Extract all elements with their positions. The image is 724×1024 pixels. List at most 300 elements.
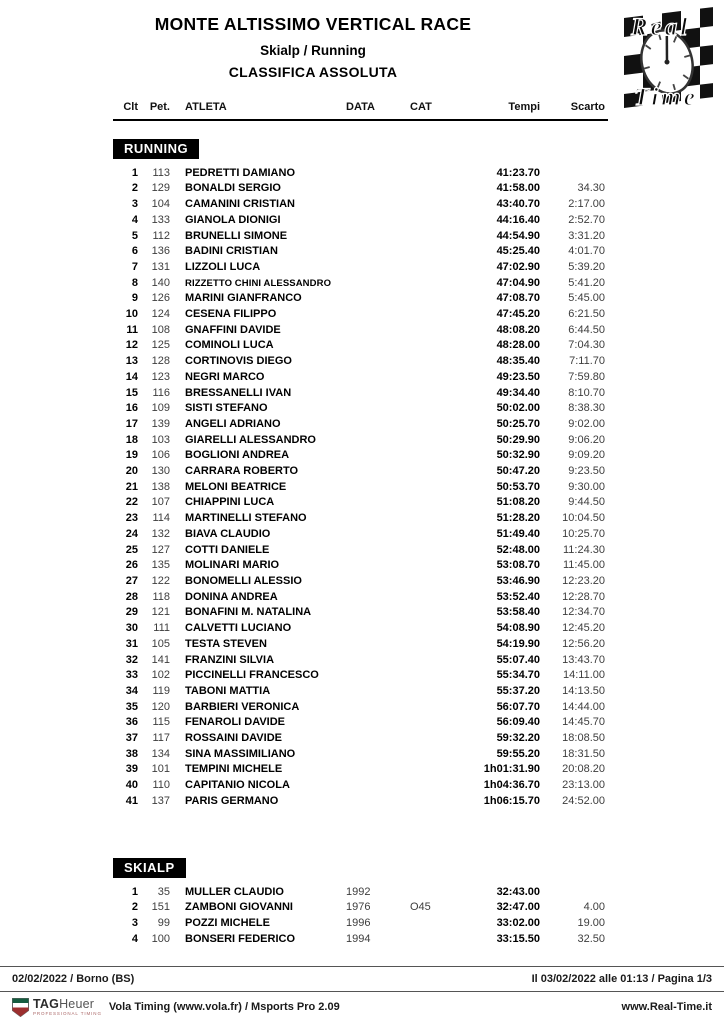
- cell-cat: O45: [410, 901, 431, 914]
- cell-pet: 110: [152, 779, 170, 792]
- cell-cat: [410, 480, 460, 496]
- cell-atleta: DONINA ANDREA: [185, 590, 278, 603]
- cell-clt: 7: [131, 260, 138, 273]
- cell-atleta: GNAFFINI DAVIDE: [185, 323, 281, 336]
- result-row: [113, 731, 608, 747]
- logo-text-time: Time: [634, 84, 698, 110]
- cell-data: [346, 166, 410, 182]
- page-title: MONTE ALTISSIMO VERTICAL RACE: [154, 14, 472, 34]
- cell-data: [346, 653, 410, 669]
- cell-cat: [410, 511, 460, 527]
- cell-pet: 99: [157, 916, 170, 929]
- cell-tempi: 53:52.40: [496, 590, 540, 603]
- cell-pet: 35: [157, 885, 170, 898]
- cell-cat: [410, 370, 460, 386]
- cell-tempi: 50:25.70: [496, 417, 540, 430]
- cell-cat: [410, 637, 460, 653]
- col-header-atleta: ATLETA: [185, 101, 227, 113]
- cell-data: [346, 307, 410, 323]
- cell-data: [346, 684, 410, 700]
- result-row: [113, 794, 608, 810]
- cell-data: [346, 276, 410, 292]
- cell-atleta: COMINOLI LUCA: [185, 339, 274, 352]
- cell-clt: 36: [125, 716, 138, 729]
- cell-clt: 37: [125, 732, 138, 745]
- cell-data: [346, 605, 410, 621]
- cell-clt: 24: [125, 527, 138, 540]
- cell-data: 1976: [346, 901, 371, 914]
- result-row: [113, 323, 608, 339]
- cell-tempi: 48:35.40: [496, 355, 540, 368]
- cell-cat: [410, 590, 460, 606]
- result-row: [113, 229, 608, 245]
- cell-data: [346, 747, 410, 763]
- cell-atleta: MARINI GIANFRANCO: [185, 292, 302, 305]
- col-header-cat: CAT: [410, 101, 432, 113]
- result-row: [113, 637, 608, 653]
- cell-data: [346, 637, 410, 653]
- cell-atleta: CARRARA ROBERTO: [185, 465, 299, 478]
- cell-tempi: 56:07.70: [496, 700, 540, 713]
- cell-data: [346, 543, 410, 559]
- cell-pet: 116: [152, 386, 170, 399]
- result-row: [113, 715, 608, 731]
- cell-cat: [410, 229, 460, 245]
- cell-scarto: 12:34.70: [562, 606, 605, 619]
- cell-clt: 12: [125, 339, 138, 352]
- result-row: [113, 900, 608, 916]
- website-link[interactable]: www.Real-Time.it: [621, 1001, 712, 1013]
- cell-data: [346, 401, 410, 417]
- cell-clt: 16: [125, 402, 138, 415]
- cell-cat: [410, 464, 460, 480]
- cell-clt: 3: [131, 198, 138, 211]
- result-row: [113, 916, 608, 932]
- cell-data: [346, 574, 410, 590]
- cell-data: [346, 700, 410, 716]
- cell-tempi: 50:02.00: [496, 402, 540, 415]
- cell-scarto: 10:25.70: [562, 527, 605, 540]
- cell-cat: [410, 558, 460, 574]
- cell-scarto: 32.50: [577, 932, 605, 945]
- cell-clt: 30: [125, 622, 138, 635]
- cell-atleta: LIZZOLI LUCA: [185, 260, 261, 273]
- cell-tempi: 55:34.70: [496, 669, 540, 682]
- cell-cat: [410, 668, 460, 684]
- cell-clt: 23: [125, 512, 138, 525]
- cell-pet: 124: [151, 308, 170, 321]
- cell-scarto: 9:02.00: [568, 417, 605, 430]
- cell-scarto: 9:30.00: [568, 480, 605, 493]
- cell-cat: [410, 527, 460, 543]
- cell-tempi: 32:43.00: [496, 885, 540, 898]
- cell-scarto: 14:45.70: [562, 716, 605, 729]
- cell-scarto: 7:59.80: [568, 370, 605, 383]
- cell-tempi: 50:47.20: [496, 465, 540, 478]
- result-row: [113, 307, 608, 323]
- result-row: [113, 401, 608, 417]
- col-header-clt: Clt: [123, 101, 138, 113]
- cell-tempi: 44:16.40: [496, 213, 540, 226]
- cell-atleta: BONALDI SERGIO: [185, 182, 281, 195]
- cell-cat: [410, 574, 460, 590]
- cell-data: [346, 370, 410, 386]
- cell-data: [346, 762, 410, 778]
- cell-tempi: 54:08.90: [496, 622, 540, 635]
- cell-cat: [410, 700, 460, 716]
- cell-atleta: POZZI MICHELE: [185, 916, 270, 929]
- tagheuer-tagline: PROFESSIONAL TIMING: [33, 1010, 102, 1016]
- cell-atleta: CAPITANIO NICOLA: [185, 779, 290, 792]
- result-row: [113, 511, 608, 527]
- cell-atleta: FENAROLI DAVIDE: [185, 716, 286, 729]
- cell-clt: 2: [131, 182, 138, 195]
- cell-cat: [410, 916, 460, 932]
- cell-atleta: BRESSANELLI IVAN: [185, 386, 292, 399]
- cell-atleta: MOLINARI MARIO: [185, 559, 280, 572]
- cell-atleta: PEDRETTI DAMIANO: [185, 166, 295, 179]
- cell-cat: [410, 291, 460, 307]
- cell-clt: 4: [131, 213, 138, 226]
- result-row: [113, 480, 608, 496]
- cell-data: [346, 558, 410, 574]
- header-titles: [113, 14, 513, 80]
- cell-scarto: 2:17.00: [568, 198, 605, 211]
- cell-scarto: 11:45.00: [562, 559, 605, 572]
- cell-cat: [410, 213, 460, 229]
- cell-cat: [410, 794, 460, 810]
- race-disciplines: Skialp / Running: [260, 43, 366, 58]
- cell-atleta: TABONI MATTIA: [185, 684, 271, 697]
- result-row: [113, 778, 608, 794]
- cell-tempi: 1h06:15.70: [483, 794, 540, 807]
- cell-cat: [410, 762, 460, 778]
- cell-atleta: ROSSAINI DAVIDE: [185, 732, 282, 745]
- cell-clt: 6: [131, 245, 138, 258]
- result-row: [113, 276, 608, 292]
- result-row: [113, 495, 608, 511]
- cell-atleta: CESENA FILIPPO: [185, 308, 277, 321]
- cell-pet: 108: [151, 323, 170, 336]
- cell-atleta: RIZZETTO CHINI ALESSANDRO: [185, 277, 332, 289]
- cell-clt: 40: [125, 779, 138, 792]
- cell-clt: 1: [131, 885, 138, 898]
- cell-atleta: BRUNELLI SIMONE: [185, 229, 288, 242]
- cell-atleta: SINA MASSIMILIANO: [185, 747, 296, 760]
- cell-scarto: 12:45.20: [562, 622, 605, 635]
- cell-tempi: 59:55.20: [496, 747, 540, 760]
- cell-scarto: 3:31.20: [568, 229, 605, 242]
- cell-scarto: 5:41.20: [568, 276, 605, 289]
- cell-clt: 26: [125, 559, 138, 572]
- cell-pet: 131: [151, 260, 170, 273]
- cell-tempi: 53:46.90: [496, 574, 540, 587]
- cell-data: [346, 338, 410, 354]
- cell-pet: 103: [151, 433, 170, 446]
- timing-software: Vola Timing (www.vola.fr) / Msports Pro 2.09: [108, 1001, 340, 1013]
- cell-tempi: 47:02.90: [496, 260, 540, 273]
- cell-scarto: 14:11.00: [562, 669, 605, 682]
- result-row: [113, 885, 608, 901]
- cell-scarto: 12:28.70: [562, 590, 605, 603]
- cell-pet: 107: [151, 496, 170, 509]
- cell-scarto: 8:10.70: [568, 386, 605, 399]
- cell-tempi: 55:07.40: [496, 653, 540, 666]
- col-header-pet: Pet.: [149, 101, 170, 113]
- cell-pet: 109: [151, 402, 170, 415]
- cell-pet: 129: [151, 182, 170, 195]
- cell-data: [346, 260, 410, 276]
- cell-atleta: FRANZINI SILVIA: [185, 653, 275, 666]
- cell-scarto: 5:45.00: [568, 292, 605, 305]
- cell-cat: [410, 731, 460, 747]
- section-badge: RUNNING: [113, 139, 199, 159]
- cell-tempi: 44:54.90: [496, 229, 540, 242]
- print-timestamp-page: Il 03/02/2022 alle 01:13 / Pagina 1/3: [531, 973, 712, 985]
- cell-cat: [410, 181, 460, 197]
- cell-clt: 33: [125, 669, 138, 682]
- cell-tempi: 50:29.90: [496, 433, 540, 446]
- cell-scarto: 20:08.20: [562, 763, 605, 776]
- cell-pet: 130: [151, 465, 170, 478]
- cell-tempi: 51:08.20: [496, 496, 540, 509]
- result-row: [113, 590, 608, 606]
- cell-clt: 15: [125, 386, 138, 399]
- cell-cat: [410, 605, 460, 621]
- cell-pet: 112: [152, 229, 170, 242]
- cell-scarto: 4.00: [583, 901, 605, 914]
- cell-cat: [410, 197, 460, 213]
- cell-cat: [410, 653, 460, 669]
- cell-tempi: 1h01:31.90: [483, 763, 540, 776]
- cell-pet: 137: [151, 794, 170, 807]
- cell-scarto: [540, 885, 605, 901]
- cell-cat: [410, 715, 460, 731]
- cell-cat: [410, 448, 460, 464]
- section-skialp: [113, 858, 608, 948]
- cell-pet: 119: [152, 684, 170, 697]
- cell-data: [346, 323, 410, 339]
- cell-data: [346, 480, 410, 496]
- cell-scarto: 12:23.20: [562, 574, 605, 587]
- cell-atleta: BADINI CRISTIAN: [185, 245, 278, 258]
- cell-atleta: BARBIERI VERONICA: [185, 700, 300, 713]
- col-header-data: DATA: [346, 101, 375, 113]
- cell-atleta: PARIS GERMANO: [185, 794, 279, 807]
- cell-clt: 41: [125, 794, 138, 807]
- cell-data: 1994: [346, 932, 371, 945]
- cell-pet: 127: [151, 543, 170, 556]
- result-row: [113, 386, 608, 402]
- result-row: [113, 197, 608, 213]
- cell-scarto: 18:08.50: [562, 732, 605, 745]
- cell-scarto: 9:09.20: [568, 449, 605, 462]
- cell-pet: 138: [151, 480, 170, 493]
- cell-pet: 111: [153, 622, 170, 635]
- cell-pet: 136: [151, 245, 170, 258]
- cell-scarto: 6:44.50: [568, 323, 605, 336]
- cell-clt: 2: [131, 901, 138, 914]
- cell-cat: [410, 386, 460, 402]
- cell-clt: 34: [125, 684, 138, 697]
- cell-pet: 115: [152, 716, 170, 729]
- cell-cat: [410, 276, 460, 292]
- cell-tempi: 53:08.70: [496, 559, 540, 572]
- realtime-logo: [621, 6, 716, 110]
- cell-data: [346, 511, 410, 527]
- result-row: [113, 527, 608, 543]
- cell-data: [346, 386, 410, 402]
- cell-clt: 17: [125, 417, 138, 430]
- cell-pet: 140: [151, 276, 170, 289]
- cell-clt: 3: [131, 916, 138, 929]
- cell-clt: 31: [125, 637, 138, 650]
- cell-pet: 132: [151, 527, 170, 540]
- result-row: [113, 181, 608, 197]
- cell-atleta: BOGLIONI ANDREA: [185, 449, 290, 462]
- cell-pet: 123: [151, 370, 170, 383]
- cell-pet: 106: [151, 449, 170, 462]
- result-row: [113, 166, 608, 182]
- result-row: [113, 213, 608, 229]
- cell-data: [346, 433, 410, 449]
- cell-atleta: NEGRI MARCO: [185, 370, 265, 383]
- cell-tempi: 55:37.20: [496, 684, 540, 697]
- result-row: [113, 260, 608, 276]
- cell-pet: 114: [152, 512, 170, 525]
- cell-scarto: 13:43.70: [562, 653, 605, 666]
- cell-atleta: CORTINOVIS DIEGO: [185, 355, 292, 368]
- result-row: [113, 621, 608, 637]
- cell-data: [346, 229, 410, 245]
- cell-atleta: BONSERI FEDERICO: [185, 932, 296, 945]
- cell-pet: 104: [151, 198, 170, 211]
- cell-atleta: TEMPINI MICHELE: [185, 763, 283, 776]
- tagheuer-logo: [12, 998, 102, 1017]
- cell-scarto: [540, 166, 605, 182]
- cell-scarto: 10:04.50: [562, 512, 605, 525]
- cell-pet: 133: [151, 213, 170, 226]
- cell-data: [346, 417, 410, 433]
- cell-pet: 151: [151, 901, 170, 914]
- cell-clt: 38: [125, 747, 138, 760]
- cell-tempi: 48:08.20: [496, 323, 540, 336]
- cell-data: [346, 527, 410, 543]
- cell-data: [346, 794, 410, 810]
- cell-pet: 102: [151, 669, 170, 682]
- classification-title: CLASSIFICA ASSOLUTA: [228, 64, 398, 80]
- cell-scarto: 12:56.20: [562, 637, 605, 650]
- cell-atleta: MULLER CLAUDIO: [185, 885, 284, 898]
- result-row: [113, 433, 608, 449]
- cell-data: 1992: [346, 885, 371, 898]
- cell-pet: 125: [151, 339, 170, 352]
- result-row: [113, 244, 608, 260]
- cell-cat: [410, 932, 460, 948]
- cell-tempi: 1h04:36.70: [483, 779, 540, 792]
- cell-pet: 128: [151, 355, 170, 368]
- cell-atleta: CHIAPPINI LUCA: [185, 496, 275, 509]
- cell-atleta: GIANOLA DIONIGI: [185, 213, 281, 226]
- cell-tempi: 50:32.90: [496, 449, 540, 462]
- cell-scarto: 19.00: [577, 916, 605, 929]
- cell-cat: [410, 417, 460, 433]
- cell-clt: 27: [125, 574, 138, 587]
- cell-tempi: 56:09.40: [496, 716, 540, 729]
- cell-cat: [410, 885, 460, 901]
- cell-tempi: 43:40.70: [496, 198, 540, 211]
- cell-data: [346, 778, 410, 794]
- cell-cat: [410, 684, 460, 700]
- cell-data: [346, 354, 410, 370]
- cell-cat: [410, 778, 460, 794]
- cell-tempi: 47:45.20: [496, 308, 540, 321]
- cell-tempi: 41:23.70: [496, 166, 540, 179]
- result-row: [113, 338, 608, 354]
- cell-clt: 20: [125, 465, 138, 478]
- result-row: [113, 700, 608, 716]
- cell-scarto: 7:11.70: [569, 355, 605, 368]
- cell-clt: 4: [131, 932, 138, 945]
- cell-scarto: 14:13.50: [562, 684, 605, 697]
- cell-pet: 134: [151, 747, 170, 760]
- cell-atleta: BONAFINI M. NATALINA: [185, 606, 312, 619]
- cell-clt: 19: [125, 449, 138, 462]
- cell-data: [346, 181, 410, 197]
- cell-data: [346, 244, 410, 260]
- cell-tempi: 47:08.70: [496, 292, 540, 305]
- result-row: [113, 574, 608, 590]
- cell-atleta: PICCINELLI FRANCESCO: [185, 669, 319, 682]
- cell-pet: 122: [151, 574, 170, 587]
- cell-tempi: 53:58.40: [496, 606, 540, 619]
- cell-clt: 32: [125, 653, 138, 666]
- cell-data: [346, 291, 410, 307]
- cell-tempi: 51:28.20: [496, 512, 540, 525]
- cell-cat: [410, 260, 460, 276]
- cell-pet: 105: [151, 637, 170, 650]
- cell-scarto: 2:52.70: [568, 213, 605, 226]
- cell-tempi: 52:48.00: [496, 543, 540, 556]
- cell-cat: [410, 307, 460, 323]
- result-row: [113, 668, 608, 684]
- cell-pet: 117: [152, 732, 170, 745]
- cell-scarto: 6:21.50: [568, 308, 605, 321]
- cell-cat: [410, 543, 460, 559]
- cell-tempi: 32:47.00: [496, 901, 540, 914]
- cell-pet: 118: [152, 590, 170, 603]
- cell-cat: [410, 401, 460, 417]
- cell-tempi: 47:04.90: [496, 276, 540, 289]
- cell-scarto: 8:38.30: [568, 402, 605, 415]
- result-row: [113, 747, 608, 763]
- cell-scarto: 14:44.00: [562, 700, 605, 713]
- cell-tempi: 49:23.50: [496, 370, 540, 383]
- cell-tempi: 51:49.40: [496, 527, 540, 540]
- cell-scarto: 7:04.30: [568, 339, 605, 352]
- footer-row-2: [0, 992, 724, 1022]
- cell-scarto: 23:13.00: [562, 779, 605, 792]
- cell-clt: 25: [125, 543, 138, 556]
- cell-data: [346, 495, 410, 511]
- cell-scarto: 5:39.20: [568, 260, 605, 273]
- cell-clt: 11: [126, 323, 138, 336]
- cell-clt: 21: [125, 480, 138, 493]
- cell-cat: [410, 323, 460, 339]
- tagheuer-brand-light: Heuer: [59, 997, 95, 1011]
- cell-atleta: ANGELI ADRIANO: [185, 417, 281, 430]
- cell-pet: 121: [151, 606, 170, 619]
